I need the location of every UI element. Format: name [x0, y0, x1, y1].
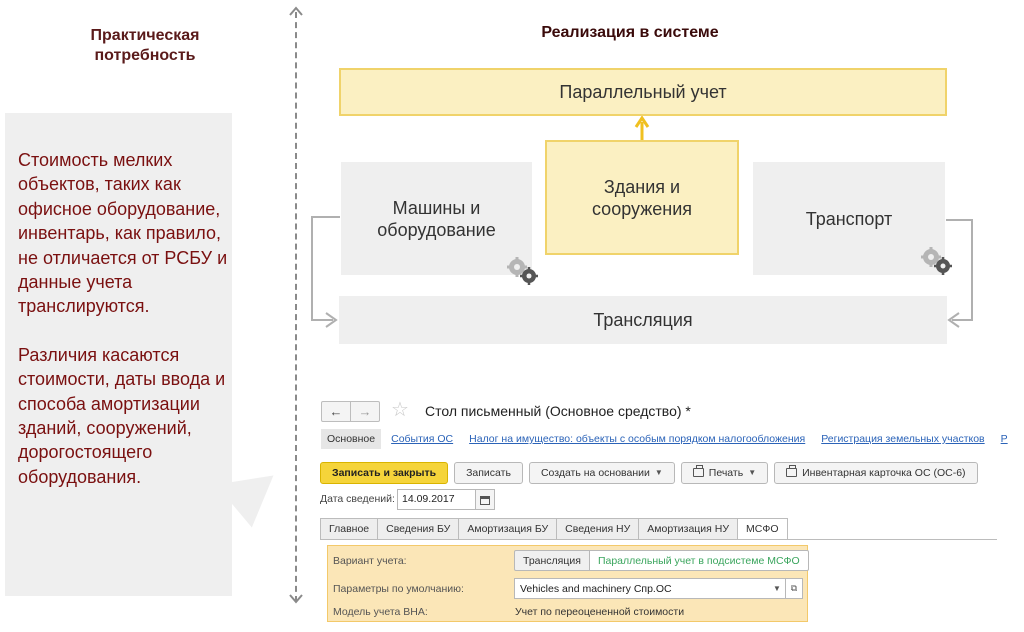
model-value: Учет по переоцененной стоимости — [515, 606, 685, 618]
printer-icon — [786, 468, 797, 477]
link-events[interactable]: События ОС — [391, 433, 454, 445]
print-label: Печать — [708, 466, 744, 479]
params-select[interactable]: Vehicles and machinery Спр.ОС — [514, 578, 770, 599]
variant-parallel-option[interactable]: Параллельный учет в подсистеме МСФО — [590, 550, 809, 571]
link-property-tax[interactable]: Налог на имущество: объекты с особым порядком налогообложения — [469, 433, 806, 445]
date-label: Дата сведений: — [320, 493, 395, 505]
transport-box: Транспорт — [753, 162, 945, 275]
form-links-bar — [321, 428, 1024, 450]
forward-button[interactable] — [350, 401, 380, 422]
inventory-card-button[interactable] — [774, 462, 977, 484]
date-field[interactable]: 14.09.2017 — [397, 489, 476, 510]
favorite-star-icon[interactable]: ☆ — [391, 399, 409, 421]
divider-arrow-up-icon — [289, 6, 303, 16]
caret-down-icon: ▼ — [654, 468, 663, 477]
link-land-registration[interactable]: Регистрация земельных участков — [821, 433, 985, 445]
buildings-label: Здания и сооружения — [591, 176, 693, 219]
open-window-icon: ⧉ — [790, 583, 798, 593]
left-callout-text — [18, 148, 228, 513]
tab-msfo[interactable]: МСФО — [737, 518, 787, 540]
link-more[interactable]: Р — [1000, 433, 1008, 445]
form-title: Стол письменный (Основное средство) * — [425, 403, 691, 419]
gears-icon — [920, 247, 954, 277]
parallel-accounting-box: Параллельный учет — [339, 68, 947, 116]
create-based-on-label: Создать на основании — [540, 466, 650, 479]
tab-nu-info[interactable]: Сведения НУ — [556, 518, 638, 540]
machines-box — [341, 162, 532, 275]
machines-label: Машины и оборудование — [377, 197, 496, 240]
caret-down-icon: ▼ — [748, 468, 757, 477]
translation-box: Трансляция — [339, 296, 947, 344]
create-based-on-button[interactable] — [529, 462, 675, 484]
model-label: Модель учета ВНА: — [333, 606, 428, 618]
inventory-card-label: Инвентарная карточка ОС (ОС-6) — [802, 466, 966, 479]
right-heading: Реализация в системе — [541, 24, 719, 41]
arrow-left-icon: ← — [329, 404, 343, 419]
tabs-baseline — [320, 539, 997, 540]
tab-nu-depreciation[interactable]: Амортизация НУ — [638, 518, 737, 540]
back-button[interactable] — [321, 401, 351, 422]
variant-label: Вариант учета: — [333, 555, 407, 567]
tab-bu-info[interactable]: Сведения БУ — [377, 518, 458, 540]
left-paragraph-1: Стоимость мелких объектов, таких как офисное оборудование, инвентарь, как правило, не отличается от РСБУ и данные учета транслируются. — [18, 150, 228, 317]
form-tabs — [320, 518, 788, 540]
left-heading: Практическая потребность — [90, 27, 200, 64]
link-main[interactable]: Основное — [321, 429, 381, 449]
params-open-button[interactable] — [786, 578, 803, 599]
calendar-icon — [480, 495, 490, 505]
form-toolbar — [320, 461, 978, 484]
gears-icon — [506, 257, 540, 287]
buildings-box — [545, 140, 739, 255]
arrow-right-icon: → — [358, 404, 372, 419]
params-dropdown-button[interactable] — [769, 578, 786, 599]
tab-bu-depreciation[interactable]: Амортизация БУ — [458, 518, 556, 540]
print-button[interactable] — [681, 462, 768, 484]
printer-icon — [693, 468, 704, 477]
save-and-close-button[interactable]: Записать и закрыть — [320, 462, 448, 484]
save-button[interactable]: Записать — [454, 462, 523, 484]
variant-translation-option[interactable]: Трансляция — [514, 550, 590, 571]
calendar-button[interactable] — [476, 489, 495, 510]
divider-arrow-down-icon — [289, 594, 303, 604]
params-label: Параметры по умолчанию: — [333, 583, 464, 595]
variant-toggle — [514, 550, 809, 571]
tab-main[interactable]: Главное — [320, 518, 377, 540]
left-paragraph-2: Различия касаются стоимости, даты ввода и способа амортизации зданий, сооружений, дорогостоящего оборудования. — [18, 344, 226, 487]
vertical-divider — [295, 12, 297, 602]
caret-down-icon: ▼ — [773, 584, 781, 593]
